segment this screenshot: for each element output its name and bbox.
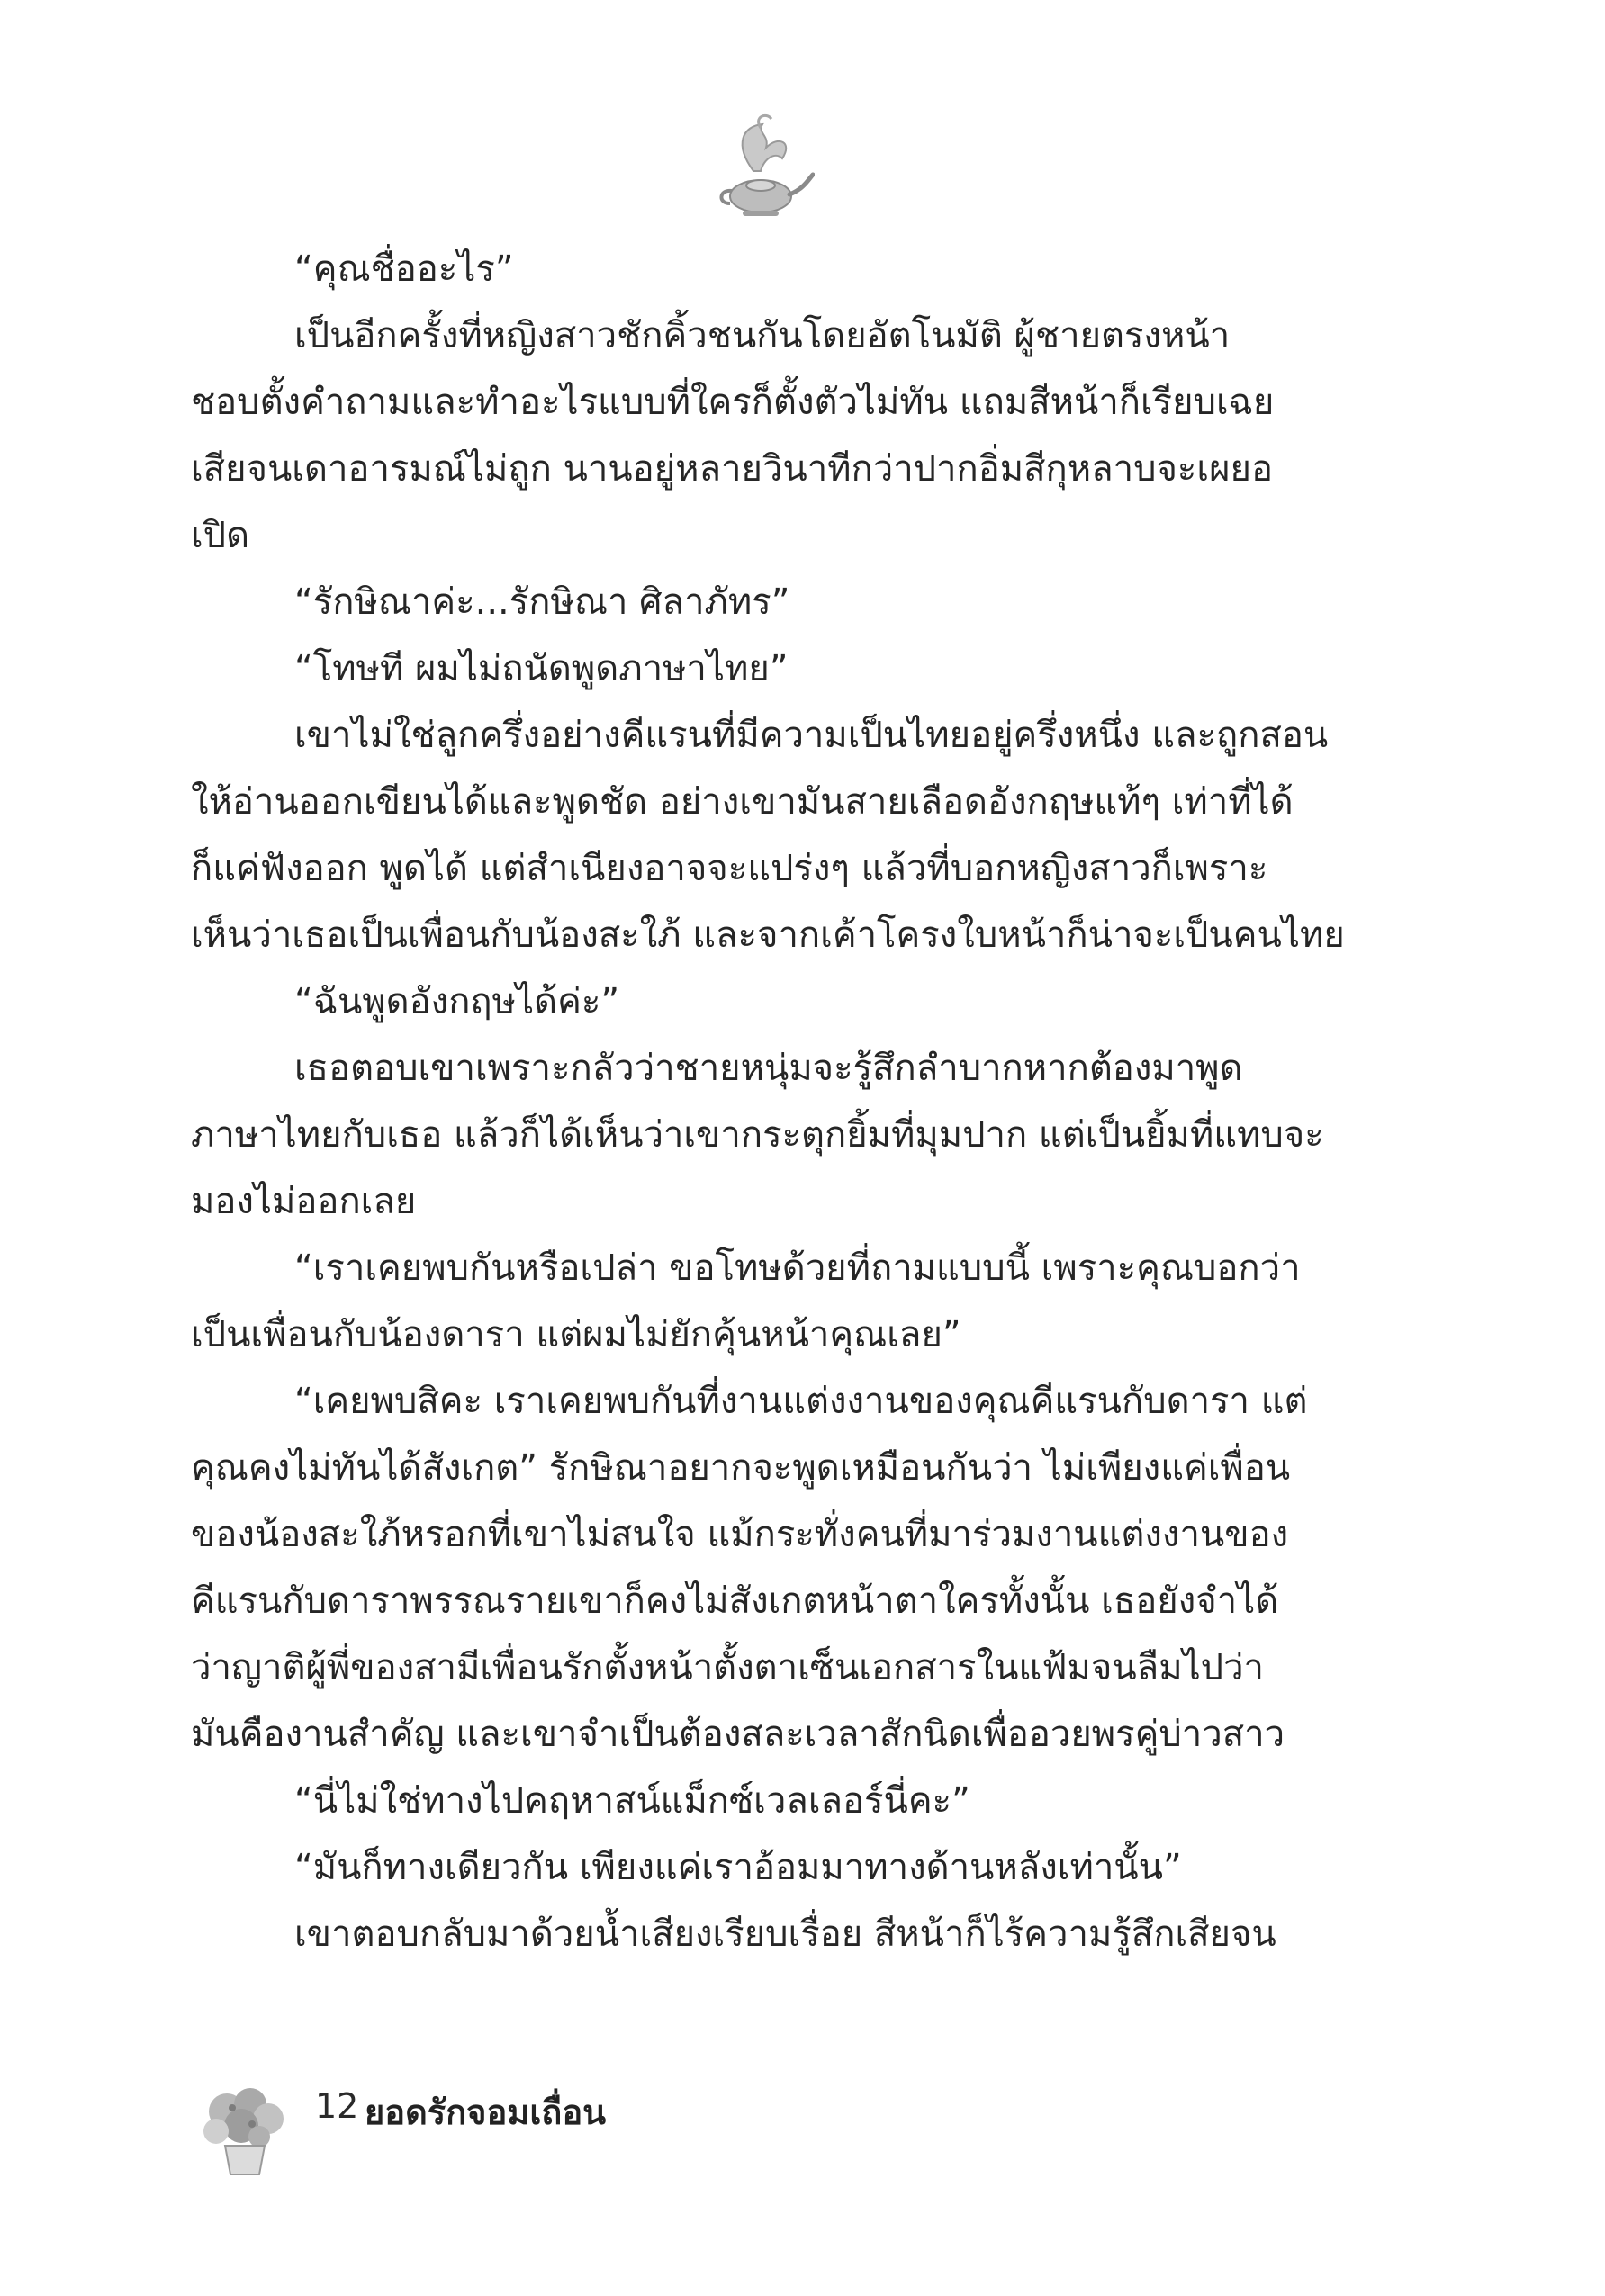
paragraph: เป็นอีกครั้งที่หญิงสาวชักคิ้วชนกันโดยอัตโนมัติ ผู้ชายตรงหน้า <box>294 315 1231 356</box>
paragraph: “เราเคยพบกันหรือเปล่า ขอโทษด้วยที่ถามแบบนี้ เพราะคุณบอกว่า <box>294 1247 1301 1289</box>
body-text <box>191 236 1352 1967</box>
paragraph: เธอตอบเขาเพราะกลัวว่าชายหนุ่มจะรู้สึกลำบากหากต้องมาพูด <box>294 1048 1243 1089</box>
paragraph: ให้อ่านออกเขียนได้และพูดชัด อย่างเขามันสายเลือดอังกฤษแท้ๆ เท่าที่ได้ <box>191 781 1294 823</box>
page-number: 12 <box>315 2086 359 2126</box>
paragraph: ว่าญาติผู้พี่ของสามีเพื่อนรักตั้งหน้าตั้งตาเซ็นเอกสารในแฟ้มจนลืมไปว่า <box>191 1647 1264 1688</box>
flower-bouquet-icon <box>191 2081 299 2180</box>
paragraph: ก็แค่ฟังออก พูดได้ แต่สำเนียงอาจจะแปร่งๆ แล้วที่บอกหญิงสาวก็เพราะ <box>191 848 1268 889</box>
paragraph: เป็นเพื่อนกับน้องดารา แต่ผมไม่ยักคุ้นหน้าคุณเลย” <box>191 1314 961 1355</box>
paragraph: “โทษที ผมไม่ถนัดพูดภาษาไทย” <box>294 648 789 689</box>
paragraph: เห็นว่าเธอเป็นเพื่อนกับน้องสะใภ้ และจากเค้าโครงใบหน้าก็น่าจะเป็นคนไทย <box>191 914 1345 956</box>
paragraph: “นี่ไม่ใช่ทางไปคฤหาสน์แม็กซ์เวลเลอร์นี่คะ” <box>294 1780 970 1822</box>
paragraph: ชอบตั้งคำถามและทำอะไรแบบที่ใครก็ตั้งตัวไม่ทัน แถมสีหน้าก็เรียบเฉย <box>191 382 1275 423</box>
paragraph: “รักษิณาค่ะ...รักษิณา ศิลาภัทร” <box>294 581 790 623</box>
paragraph: มองไม่ออกเลย <box>191 1181 417 1222</box>
paragraph: “ฉันพูดอังกฤษได้ค่ะ” <box>294 981 620 1022</box>
paragraph: ภาษาไทยกับเธอ แล้วก็ได้เห็นว่าเขากระตุกยิ้มที่มุมปาก แต่เป็นยิ้มที่แทบจะ <box>191 1114 1324 1156</box>
paragraph: คุณคงไม่ทันได้สังเกต” รักษิณาอยากจะพูดเหมือนกันว่า ไม่เพียงแค่เพื่อน <box>191 1447 1291 1489</box>
paragraph: “มันก็ทางเดียวกัน เพียงแค่เราอ้อมมาทางด้านหลังเท่านั้น” <box>294 1847 1182 1888</box>
paragraph: “คุณชื่ออะไร” <box>294 248 514 290</box>
paragraph: มันคืองานสำคัญ และเขาจำเป็นต้องสละเวลาสักนิดเพื่ออวยพรคู่บ่าวสาว <box>191 1714 1285 1755</box>
paragraph: เสียจนเดาอารมณ์ไม่ถูก นานอยู่หลายวินาทีกว่าปากอิ่มสีกุหลาบจะเผยอ <box>191 448 1273 490</box>
paragraph: เขาไม่ใช่ลูกครึ่งอย่างคีแรนที่มีความเป็นไทยอยู่ครึ่งหนึ่ง และถูกสอน <box>294 715 1329 756</box>
book-title: ยอดรักจอมเถื่อน <box>365 2093 607 2132</box>
paragraph: “เคยพบสิคะ เราเคยพบกันที่งานแต่งงานของคุณคีแรนกับดารา แต่ <box>294 1381 1308 1422</box>
paragraph: คีแรนกับดาราพรรณรายเขาก็คงไม่สังเกตหน้าตาใครทั้งนั้น เธอยังจำได้ <box>191 1580 1279 1622</box>
paragraph: ของน้องสะใภ้หรอกที่เขาไม่สนใจ แม้กระทั่งคนที่มาร่วมงานแต่งงานของ <box>191 1514 1289 1555</box>
paragraph: เปิด <box>191 515 250 556</box>
paragraph: เขาตอบกลับมาด้วยน้ำเสียงเรียบเรื่อย สีหน้าก็ไร้ความรู้สึกเสียจน <box>294 1913 1276 1955</box>
teapot-ornament-icon <box>707 108 815 225</box>
